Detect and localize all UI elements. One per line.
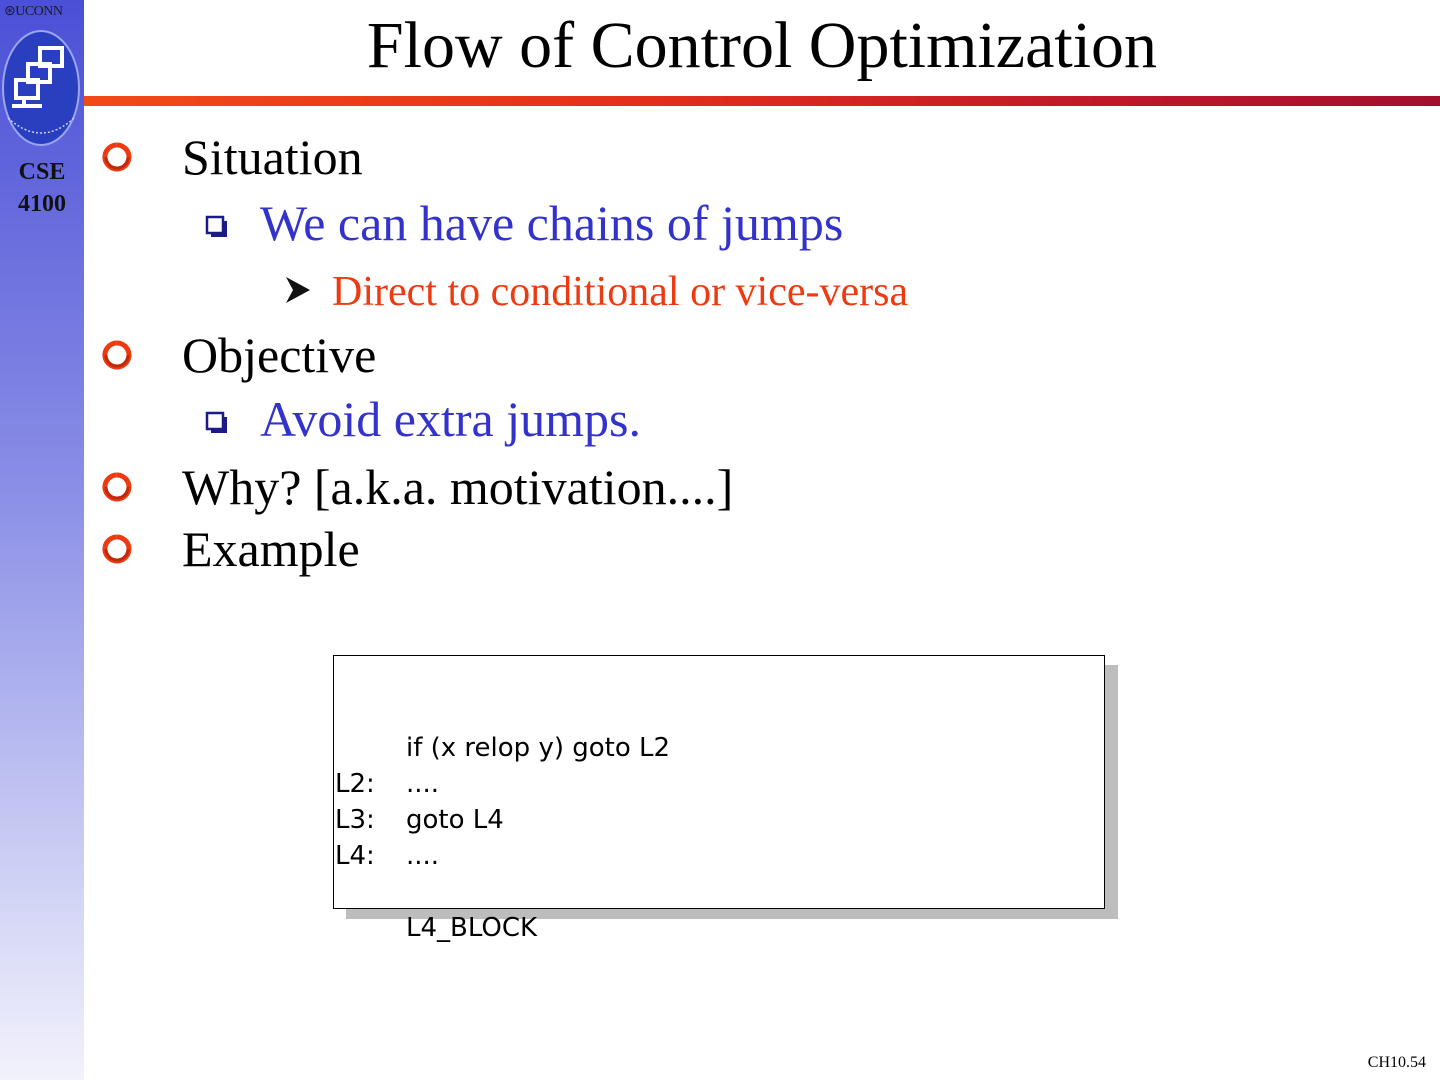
hollow-circle-bullet-icon: [102, 534, 182, 564]
bullet-text: Example: [182, 521, 360, 577]
bullet-direct-to-conditional: [284, 268, 908, 316]
code-label: L4:: [335, 841, 375, 871]
code-text: goto L4: [406, 805, 504, 835]
title-underline: [84, 96, 1440, 106]
bullet-text: We can have chains of jumps: [260, 195, 844, 251]
code-label: L2:: [335, 769, 375, 799]
computer-network-logo-icon: [2, 28, 80, 146]
code-example-box: [333, 655, 1105, 943]
course-prefix: CSE: [18, 159, 66, 185]
bullet-situation: [102, 128, 363, 186]
bullet-objective: [102, 326, 376, 384]
sidebar: [0, 0, 84, 1080]
bullet-chains-of-jumps: [204, 194, 843, 252]
hollow-square-bullet-icon: [204, 194, 260, 252]
bullet-text: Avoid extra jumps.: [260, 391, 641, 447]
code-line: [334, 802, 375, 871]
code-line: [334, 658, 671, 763]
bullet-why: [102, 458, 733, 516]
page-number: CH10.54: [1367, 1054, 1426, 1071]
slide-title: Flow of Control Optimization: [366, 9, 1158, 82]
bullet-avoid-extra-jumps: [204, 390, 641, 448]
hollow-circle-bullet-icon: [102, 142, 182, 172]
hollow-circle-bullet-icon: [102, 472, 182, 502]
course-number: 4100: [18, 191, 66, 217]
code-text: L4_BLOCK: [406, 913, 538, 943]
bullet-text: Situation: [182, 129, 363, 185]
course-code: [0, 156, 84, 220]
code-label: L3:: [335, 805, 375, 835]
university-name: ⊛UCONN: [4, 4, 63, 19]
code-line: [334, 838, 538, 943]
bullet-example: [102, 520, 360, 578]
bullet-text: Why? [a.k.a. motivation....]: [182, 459, 734, 515]
hollow-square-bullet-icon: [204, 390, 260, 448]
hollow-circle-bullet-icon: [102, 340, 182, 370]
code-text: ....: [406, 841, 440, 871]
code-text: ....: [406, 769, 440, 799]
arrowhead-bullet-icon: [284, 268, 332, 316]
code-text: if (x relop y) goto L2: [406, 733, 671, 763]
seal-icon: ⊛: [4, 4, 16, 19]
bullet-text: Direct to conditional or vice-versa: [332, 269, 909, 315]
bullet-text: Objective: [182, 327, 377, 383]
